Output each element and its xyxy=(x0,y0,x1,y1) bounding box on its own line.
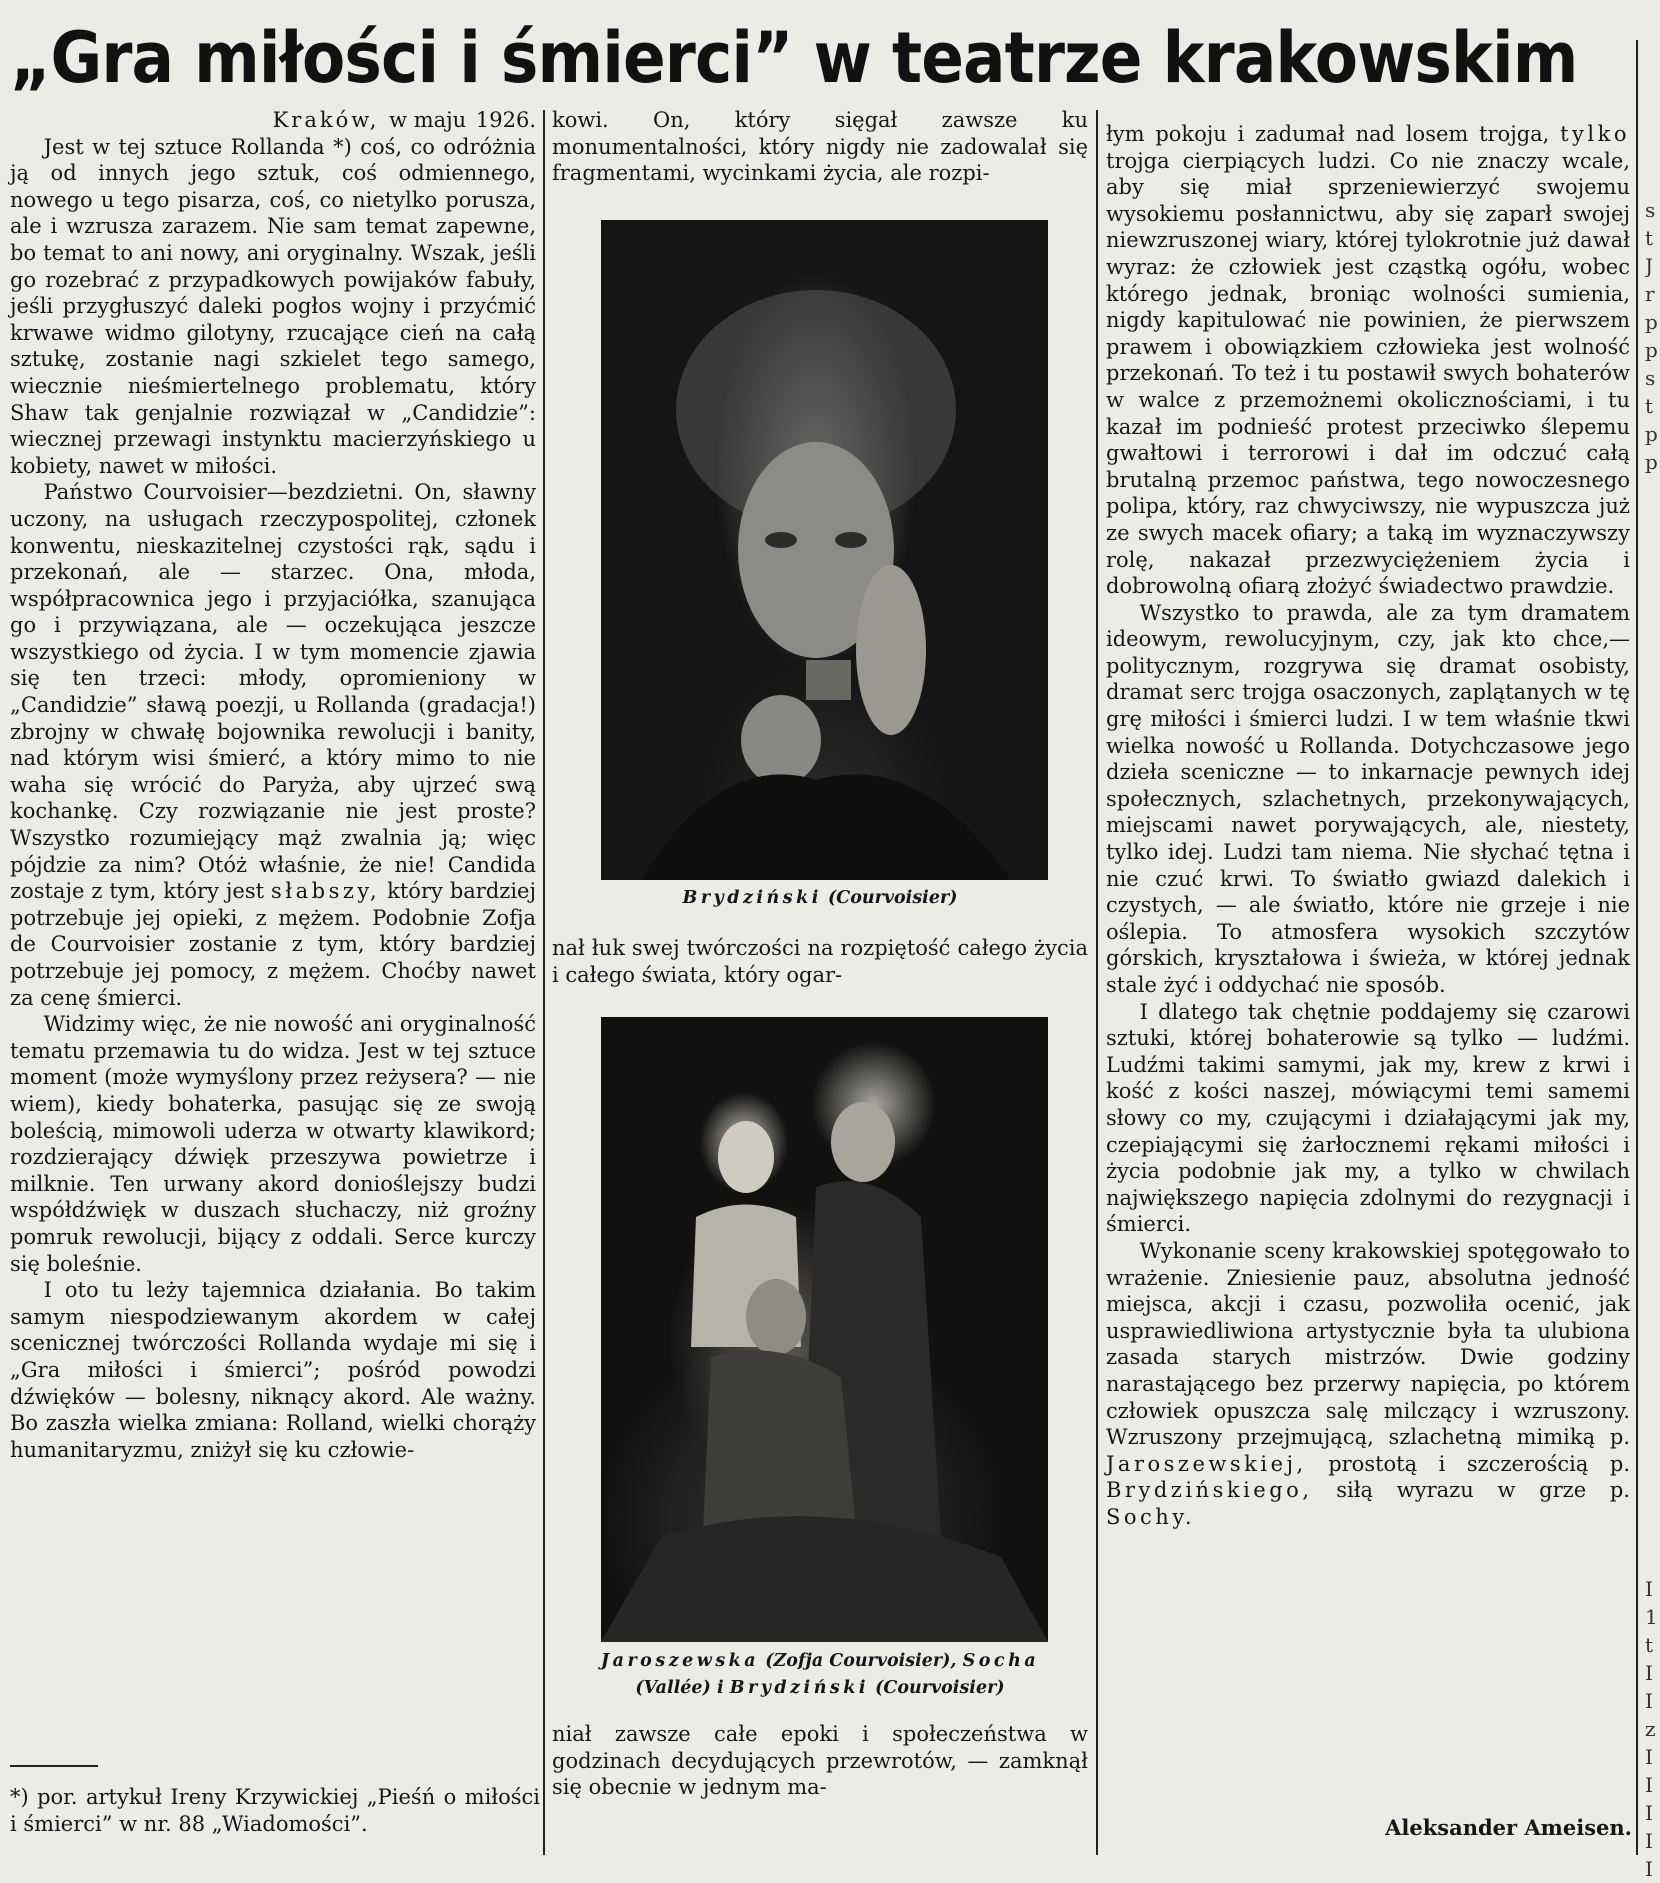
caption-2-role-1: (Zofja Courvoisier), xyxy=(765,1651,957,1671)
edge-bottom-letter-10: I xyxy=(1645,1857,1653,1881)
paragraph-2 xyxy=(10,479,536,1011)
col3-p1-rest: trojga cierpiących ludzi. Co nie znaczy wcale, aby się miał sprzeniewierzyć swojemu wysokiemu posłannictwu, aby się zaparł swojej niewzruszonej wiary, której tylokrotnie już dawał wyraz: że człowiek jest cząstką ogółu, wobec którego jednak, broniąc wolności sumienia, nigdy kapitulować nie powinien, że pierwszem prawem i obowiązkiem człowieka jest wolność przekonań. To też i tu postawił swych bohaterów w walce z przemożnemi okolicznościami, i tu kazał im podnieść protest przeciwko ślepemu gwałtowi i terrorowi i dał im odczuć całą brutalną przemoc państwa, tego nowoczesnego polipa, który, raz chwyciwszy, nie wypuszcza już ze swych macek ofiary; a taką im wyznaczywszy rolę, nakazał przezwyciężeniem życia i dobrowolną ofiarą złożyć świadectwo prawdzie. xyxy=(1106,148,1630,599)
edge-bottom-letter-3: I xyxy=(1645,1661,1653,1685)
paragraph-2-spaced: słabszy, xyxy=(271,879,381,904)
column-2-middle-text: nał łuk swej twórczości na rozpiętość całego życia i całego świata, który ogar- xyxy=(552,936,1088,987)
column-3-paragraph-3: I dlatego tak chętnie poddajemy się czarowi sztuki, której bohaterowie są tylko — ludźmi. Ludźmi takimi samymi, jak my, krew z krwi i kość z kości naszej, mówiącymi temi samemi słowy co my, czującymi i działającymi jak my, czepiającymi się żarłocznemi rękami miłości i życia podobnie jak my, a tylko w chwilach największego napięcia zdolnymi do rezygnacji i śmierci. xyxy=(1106,999,1630,1237)
edge-top-letter-7: t xyxy=(1645,394,1654,418)
photo-1-caption xyxy=(552,885,1088,912)
column-rule-3 xyxy=(1636,40,1638,1855)
footnote xyxy=(10,1784,540,1837)
edge-bottom-letter-4: I xyxy=(1645,1689,1653,1713)
edge-bottom-letter-0: I xyxy=(1645,1577,1653,1601)
edge-top-letter-4: p xyxy=(1645,310,1658,334)
paragraph-1: Jest w tej sztuce Rollanda *) coś, co odróżnia ją od innych jego sztuk, coś odmiennego, nowego u tego pisarza, coś, co nietylko porusza, ale i wzrusza zarazem. Nie sam temat zapewne, bo temat to ani nowy, ani oryginalny. Wszak, jeśli go rozebrać z przypadkowych powijaków fabuły, jeśli przygłuszyć daleki pogłos wojny i przyćmić krwawe widmo gilotyny, rzucające cień na całą sztukę, zostanie nagi szkielet tego samego, wiecznie nieśmiertelnego problematu, który Shaw tak genjalnie rozwiązał w „Candidzie”: wiecznej przewagi instynktu macierzyńskiego u kobiety, nawet w miłości. xyxy=(10,134,536,478)
edge-bottom-letter-9: I xyxy=(1645,1829,1653,1853)
caption-1-role: (Courvoisier) xyxy=(828,888,958,908)
edge-bottom-letter-6: I xyxy=(1645,1745,1653,1769)
column-rule-2 xyxy=(1096,110,1098,1855)
caption-2-and: i xyxy=(716,1678,724,1698)
column-rule-1 xyxy=(543,110,545,1855)
dateline xyxy=(10,107,536,134)
edge-bottom-letter-5: z xyxy=(1645,1717,1656,1741)
caption-1-name: Brydziński xyxy=(682,888,822,908)
edge-bottom-letter-1: 1 xyxy=(1645,1605,1658,1629)
edge-top-letter-8: p xyxy=(1645,422,1658,446)
caption-2-role-2: (Vallée) xyxy=(635,1678,711,1698)
edge-top-letter-9: p xyxy=(1645,450,1658,474)
column-3-paragraph-1 xyxy=(1106,121,1630,600)
col3-p4-start: Wykonanie sceny krakowskiej spotęgowało to wrażenie. Zniesienie pauz, absolutna jedność miejsca, akcji i czasu, pozwoliła ocenić, jak usprawiedliwiona artystycznie była ta ulubiona zasada starych mistrzów. Dwie godziny narastającego bez przerwy napięcia, po którem człowiek opuszcza salę milczący i wzruszony. Wzruszony przejmującą, szlachetną mimiką p. xyxy=(1106,1238,1630,1450)
edge-bottom-letter-2: t xyxy=(1645,1633,1654,1657)
edge-bottom-letter-7: I xyxy=(1645,1773,1653,1797)
column-3 xyxy=(1106,121,1630,1530)
col3-p4-mid-2: siłą wyrazu w grze p. xyxy=(1336,1478,1630,1503)
headline: „Gra miłości i śmierci” w teatrze krakowskim xyxy=(10,17,1578,99)
col3-p4-name-2: Brydzińskiego, xyxy=(1106,1478,1313,1503)
paragraph-2-text: Państwo Courvoisier—bezdzietni. On, sławny uczony, na usługach rzeczypospolitej, członek konwentu, nieskazitelnej czystości rąk, sądu i przekonań, ale — starzec. Ona, młoda, współpracownica jego i przyjaciółka, szanująca go i przywiązana, ale — oczekująca jeszcze wszystkiego od życia. I w tym momencie zjawia się ten trzeci: młody, opromieniony w „Candidzie” sławą poezji, u Rollanda (gradacja!) zbrojny w chwałę bojownika rewolucji i banity, nad którym wisi śmierć, a który mimo to nie waha się wrócić do Paryża, aby ujrzeć swą kochankę. Czy rozwiązanie nie jest proste? Wszystko rozumiejący mąż zwalnia ją; więc pójdzie za nim? Otóż właśnie, że nie! Candida zostaje z tym, który jest xyxy=(10,480,536,904)
caption-2-name-3: Brydziński xyxy=(729,1678,870,1698)
column-2-bottom-text: niał zawsze całe epoki i społeczeństwa w godzinach decydujących przewrotów, — zamknął się obecnie w jednym ma- xyxy=(552,1722,1088,1800)
edge-top-letter-1: t xyxy=(1645,226,1654,250)
col3-p1-spaced: tylko xyxy=(1560,122,1630,146)
edge-column-top xyxy=(1645,196,1660,476)
dateline-place: Kraków, xyxy=(272,108,380,132)
column-3-paragraph-4 xyxy=(1106,1238,1630,1531)
column-3-paragraph-2: Wszystko to prawda, ale za tym dramatem ideowym, rewolucyjnym, czy, jak kto chce,—politycznym, rozgrywa się dramat osobisty, dramat serc trojga osaczonych, zaplątanych w tę grę miłości i śmierci ludzi. I w tem właśnie tkwi wielka nowość u Rollanda. Dotychczasowe jego dzieła sceniczne — to inkarnacje pewnych idej społecznych, szlachetnych, przekonywających, miejscami nawet porywających, ale, niestety, tylko idej. Ludzi tam niema. Nie słychać tętna i nie czuć krwi. To światło gwiazd dalekich i czystych, — ale światło, które nie grzeje i nie oślepia. To atmosfera wysokich szczytów górskich, kryształowa i świeża, w której jednak stale żyć i oddychać nie sposób. xyxy=(1106,600,1630,997)
column-2-top-text: kowi. On, który sięgał zawsze ku monumentalności, który nigdy nie zadowalał się fragmentami, wycinkami życia, ale rozpi- xyxy=(552,108,1088,186)
edge-top-letter-5: p xyxy=(1645,338,1658,362)
edge-top-letter-6: s xyxy=(1645,366,1656,390)
col3-p1-start: łym pokoju i zadumał nad losem trojga, xyxy=(1106,122,1550,146)
dateline-year: 1926. xyxy=(475,108,536,132)
column-2-top xyxy=(552,107,1088,187)
caption-2-name-1: Jaroszewska xyxy=(600,1651,760,1671)
footnote-text: *) por. artykuł Ireny Krzywickiej „Pieśń o miłości i śmierci” w nr. 88 „Wiadomości”. xyxy=(10,1785,540,1836)
dateline-rest: w maju xyxy=(389,108,467,132)
photo-stage-scene xyxy=(601,1017,1048,1642)
photo-stage-scene-image xyxy=(601,1017,1048,1642)
col3-p4-name-3: Sochy. xyxy=(1106,1504,1196,1529)
author-signature: Aleksander Ameisen. xyxy=(1385,1815,1632,1840)
col3-p4-mid: prostotą i szczerością p. xyxy=(1328,1451,1630,1476)
photo-2-caption xyxy=(552,1648,1088,1702)
column-1 xyxy=(10,107,536,1463)
paragraph-3: Widzimy więc, że nie nowość ani oryginalność tematu przemawia tu do widza. Jest w tej sztuce moment (może wymyślony przez reżysera? — nie wiem), kiedy bohaterka, pasując się ze swoją boleścią, mimowoli uderza w otwarty klawikord; rozdzierający dźwięk przeszywa powietrze i milknie. Ten urwany akord donioślejszy budzi współdźwięk w duszach słuchaczy, niż groźny pomruk rewolucji, bijący z oddali. Serce kurczy się boleśnie. xyxy=(10,1012,536,1276)
column-2-bottom xyxy=(552,1721,1088,1801)
paragraph-2-end: który bardziej potrzebuje jej opieki, z mężem. Podobnie Zofja de Courvoisier zostanie z tym, który bardziej potrzebuje jej pomocy, z mężem. Choćby nawet za cenę śmierci. xyxy=(10,879,536,1010)
caption-2-name-2: Socha xyxy=(962,1651,1040,1671)
edge-column-bottom xyxy=(1645,1575,1660,1883)
edge-top-letter-2: J xyxy=(1645,254,1654,278)
paragraph-4: I oto tu leży tajemnica działania. Bo takim samym niespodziewanym akordem w całej scenicznej twórczości Rollanda wydaje mi się i „Gra miłości i śmierci”; pośród powodzi dźwięków — bolesny, niknący akord. Ale ważny. Bo zaszła wielka zmiana: Rolland, wielki chorąży humanitaryzmu, zniżył się ku człowie- xyxy=(10,1278,536,1462)
col3-p4-name-1: Jaroszewskiej, xyxy=(1106,1451,1307,1476)
column-2-middle xyxy=(552,935,1088,988)
photo-brydzinski-image xyxy=(601,220,1048,880)
edge-top-letter-0: s xyxy=(1645,198,1656,222)
footnote-rule xyxy=(10,1765,98,1767)
caption-2-role-3: (Courvoisier) xyxy=(875,1678,1005,1698)
photo-brydzinski xyxy=(601,220,1048,880)
edge-bottom-letter-8: I xyxy=(1645,1801,1653,1825)
edge-top-letter-3: r xyxy=(1645,282,1655,306)
